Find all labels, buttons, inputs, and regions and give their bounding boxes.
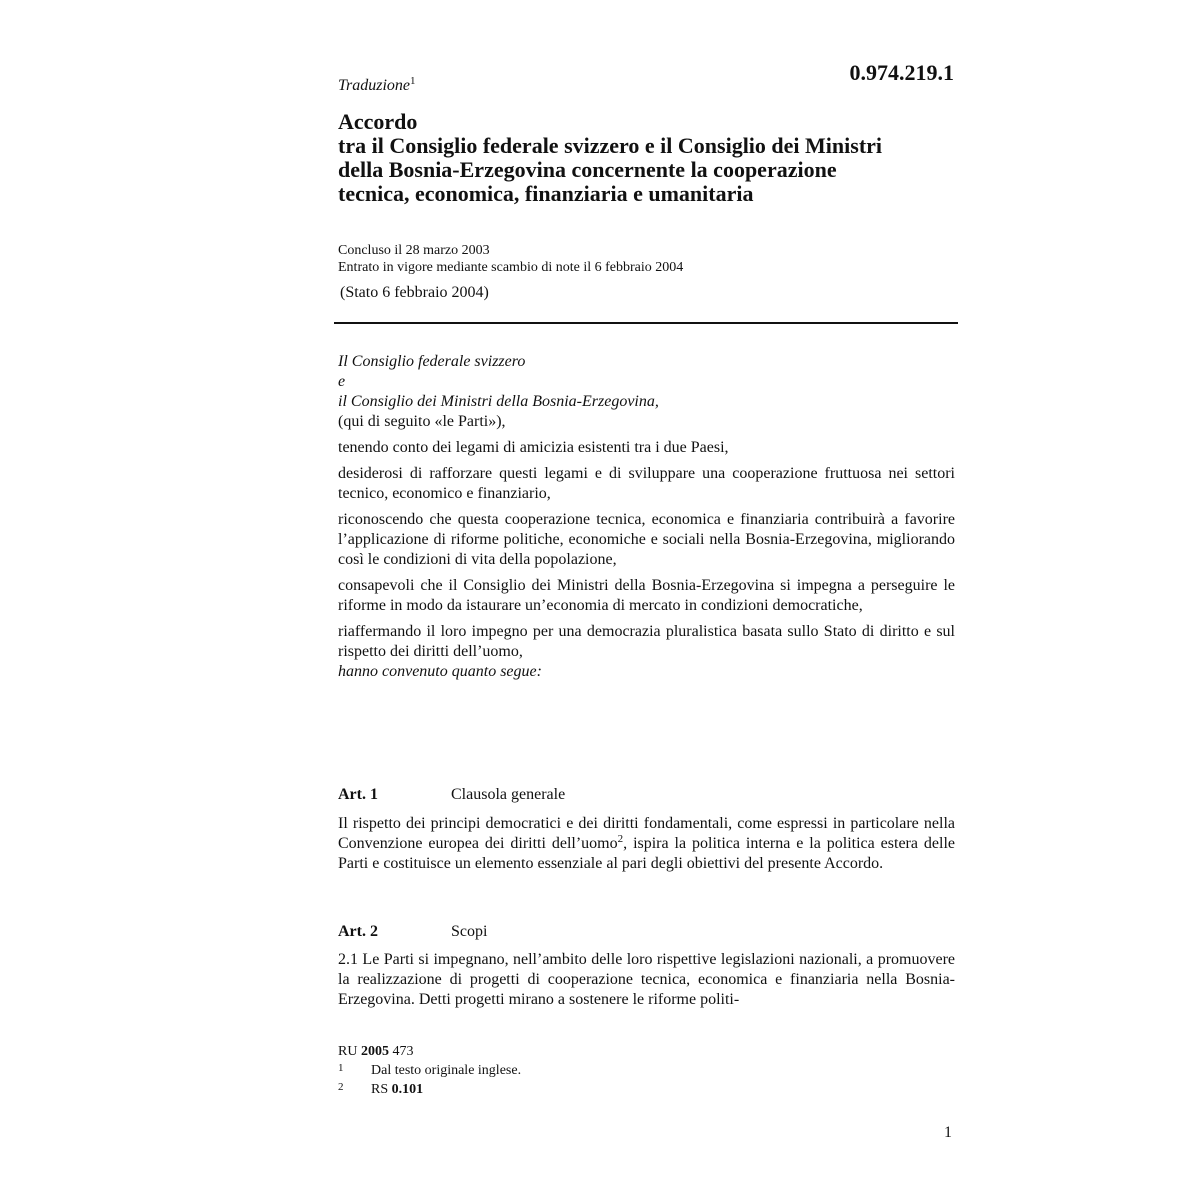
preamble-paragraph: consapevoli che il Consiglio dei Ministri della Bosnia-Erzegovina si impegna a perseguire le riforme in modo da istaurare un’economia di mercato in condizioni democratiche,	[338, 577, 955, 614]
preamble-paragraph: riaffermando il loro impegno per una democrazia pluralistica basata sullo Stato di diritto e sul rispetto dei diritti dell’uomo,	[338, 623, 955, 660]
preamble-paragraph: desiderosi di rafforzare questi legami e di sviluppare una cooperazione fruttuosa nei settori tecnico, economico e finanziario,	[338, 465, 955, 502]
page-number: 1	[944, 1124, 952, 1141]
party-2: il Consiglio dei Ministri della Bosnia-Erzegovina,	[338, 393, 659, 410]
article-title: Scopi	[451, 923, 488, 940]
status-date: (Stato 6 febbraio 2004)	[340, 284, 489, 301]
header-divider	[334, 322, 958, 324]
article-1-text: Il rispetto dei principi democratici e dei diritti fondamentali, come espressi in particolare nella Convenzione europea dei diritti dell’uomo$^2$, ispira la politica interna e la politica estera delle Parti e costituisce un elemento essenziale al pari degli obiettivi del presente Accordo.	[338, 815, 956, 872]
footnotes	[338, 1043, 521, 1098]
article-2-text: 2.1 Le Parti si impegnano, nell’ambito delle loro rispettive legislazioni nazionali, a promuovere la realizzazione di progetti di cooperazione tecnica, economica e finanziaria nella Bosnia-Erzegovina. Detti progetti mirano a sostenere le riforme politi-	[338, 951, 955, 1008]
party-conjunction: e	[338, 373, 346, 390]
footnote-ref-1: 1	[410, 75, 416, 87]
translation-label: Traduzione$^1$	[338, 75, 416, 94]
article-1-heading	[338, 786, 565, 804]
preamble	[338, 352, 955, 682]
sr-number: 0.974.219.1	[849, 60, 954, 85]
preamble-paragraph: riconoscendo che questa cooperazione tecnica, economica e finanziaria contribuirà a favorire l’applicazione di riforme politiche, economiche e sociali nella Bosnia-Erzegovina, migliorando così le condizioni di vita della popolazione,	[338, 511, 955, 568]
footnote-ref-2: 2	[617, 833, 624, 845]
footnote: 1 Dal testo originale inglese.	[338, 1062, 522, 1078]
preamble-paragraph: tenendo conto dei legami di amicizia esistenti tra i due Paesi,	[338, 439, 729, 456]
party-1: Il Consiglio federale svizzero	[338, 353, 526, 370]
conclusion-info	[338, 242, 683, 276]
footnote: 2 RS 0.101	[338, 1081, 424, 1097]
title-line: Accordo	[338, 109, 418, 134]
title-line: della Bosnia-Erzegovina concernente la cooperazione	[338, 157, 837, 182]
document-title	[338, 110, 958, 206]
article-number: Art. 1	[338, 786, 378, 803]
article-2-heading	[338, 923, 487, 941]
title-line: tecnica, economica, finanziaria e umanitaria	[338, 181, 754, 206]
entry-into-force: Entrato in vigore mediante scambio di note il 6 febbraio 2004	[338, 260, 684, 275]
official-compilation-ref: RU 2005 473	[338, 1044, 414, 1059]
concluded-date: Concluso il 28 marzo 2003	[338, 243, 490, 258]
parties-definition: (qui di seguito «le Parti»),	[338, 413, 506, 430]
agreement-clause: hanno convenuto quanto segue:	[338, 663, 542, 680]
article-title: Clausola generale	[451, 786, 566, 803]
title-line: tra il Consiglio federale svizzero e il Consiglio dei Ministri	[338, 133, 883, 158]
article-number: Art. 2	[338, 923, 378, 940]
